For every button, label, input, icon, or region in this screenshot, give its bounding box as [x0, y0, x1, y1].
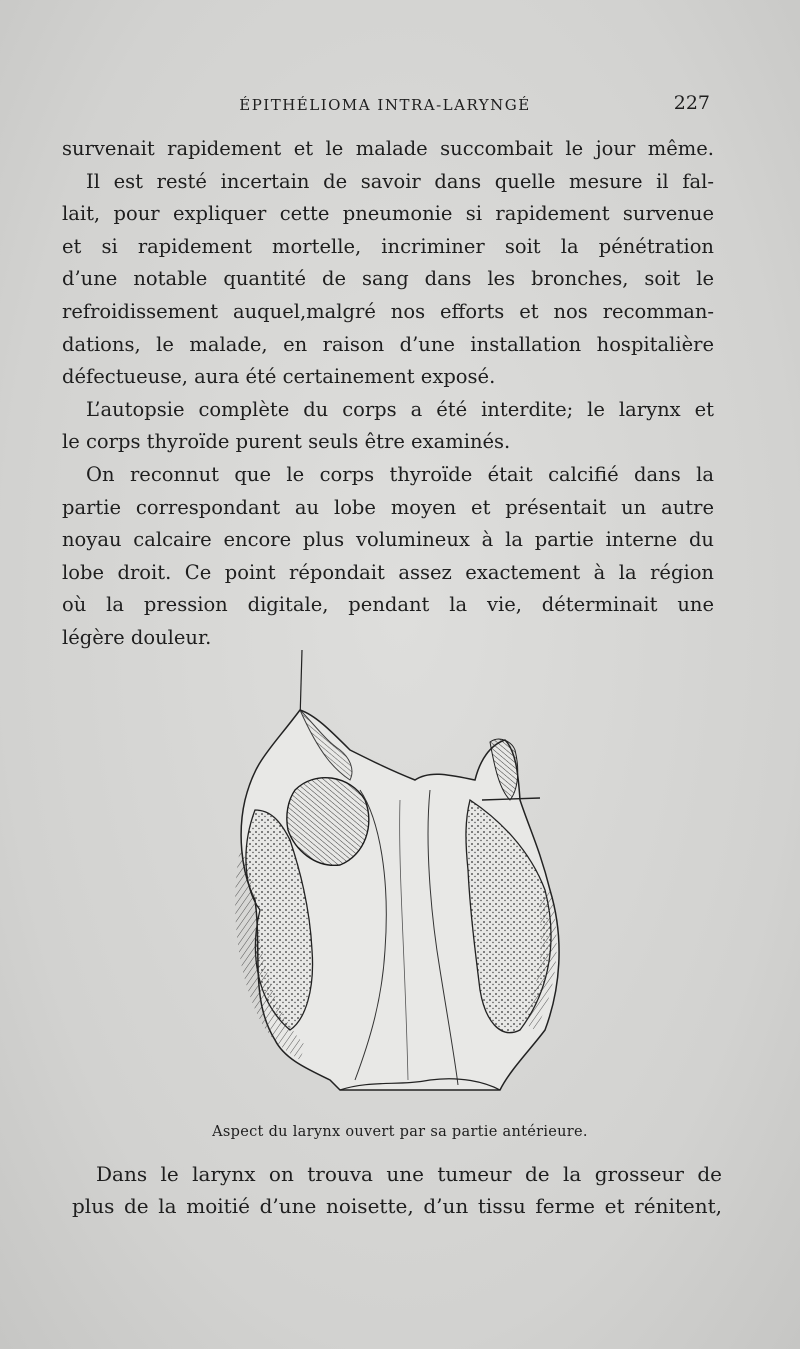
text-line: d’une notable quantité de sang dans les bronches, soit le — [62, 267, 714, 291]
page-number: 227 — [673, 92, 710, 114]
text-line: plus de la moitié d’une noisette, d’un tissu ferme et rénitent, — [72, 1194, 722, 1218]
text-line: le corps thyroïde purent seuls être examinés. — [62, 430, 511, 454]
text-line: survenait rapidement et le malade succombait le jour même. — [62, 137, 714, 160]
text-line: partie correspondant au lobe moyen et présentait un autre — [62, 495, 714, 519]
text-line: défectueuse, aura été certainement exposé. — [62, 365, 496, 389]
text-line: L’autopsie complète du corps a été interdite; le larynx et — [86, 397, 714, 421]
text-line: noyau calcaire encore plus volumineux à la partie interne du — [62, 528, 714, 552]
larynx-illustration — [200, 650, 580, 1110]
text-line: où la pression digitale, pendant la vie, déterminait une — [62, 593, 714, 617]
text-line: Il est resté incertain de savoir dans quelle mesure il fal- — [86, 169, 714, 193]
page-header — [60, 92, 710, 122]
running-title: ÉPITHÉLIOMA INTRA-LARYNGÉ — [239, 96, 531, 114]
text-line: On reconnut que le corps thyroïde était calcifié dans la — [86, 462, 714, 486]
text-line: dations, le malade, en raison d’une installation hospitalière — [62, 332, 714, 356]
body-text-top — [62, 133, 714, 655]
text-line: lait, pour expliquer cette pneumonie si rapidement survenue — [62, 202, 714, 226]
figure-caption: Aspect du larynx ouvert par sa partie antérieure. — [212, 1124, 588, 1140]
text-line: légère douleur. — [62, 625, 212, 649]
text-line: Dans le larynx on trouva une tumeur de la grosseur de — [96, 1162, 722, 1186]
text-line: et si rapidement mortelle, incriminer soit la pénétration — [62, 234, 714, 258]
text-line: lobe droit. Ce point répondait assez exactement à la région — [62, 560, 714, 584]
body-text-bottom — [72, 1158, 722, 1222]
text-line: refroidissement auquel,malgré nos efforts et nos recomman- — [62, 299, 714, 323]
